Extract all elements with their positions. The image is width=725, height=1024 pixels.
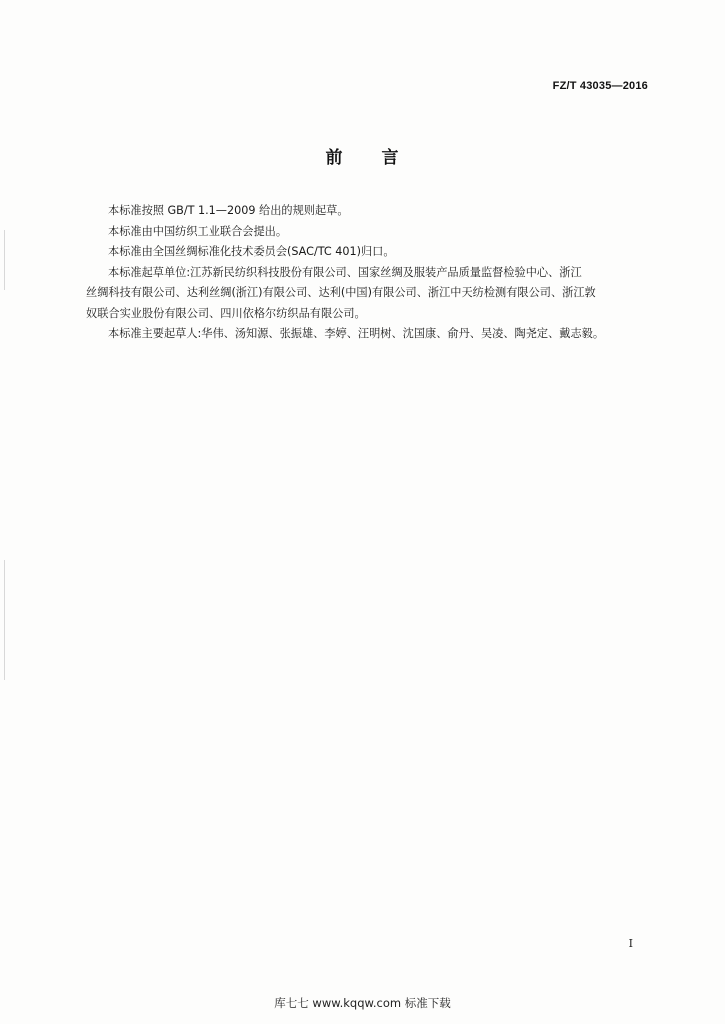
footer-watermark: 库七七 www.kqqw.com 标准下载 <box>274 996 451 1010</box>
page-title <box>0 143 725 168</box>
paragraph-line: 本标准按照 GB/T 1.1—2009 给出的规则起草。 <box>108 204 349 217</box>
standard-code: FZ/T 43035—2016 <box>552 80 648 92</box>
page-number: I <box>628 937 633 950</box>
paragraph-line: 本标准由全国丝绸标准化技术委员会(SAC/TC 401)归口。 <box>108 245 395 258</box>
paragraph-line: 丝绸科技有限公司、达利丝绸(浙江)有限公司、达利(中国)有限公司、浙江中天纺检测有限公司、浙江敦 <box>86 286 596 299</box>
paragraph-drafters <box>86 324 652 345</box>
foreword-body <box>86 201 652 345</box>
paragraph-drafting-units <box>86 263 652 325</box>
paragraph-line: 奴联合实业股份有限公司、四川依格尔纺织品有限公司。 <box>86 306 366 320</box>
paragraph-line: 本标准起草单位:江苏新民纺织科技股份有限公司、国家丝绸及服装产品质量监督检验中心、浙江 <box>108 265 582 279</box>
paragraph-line: 本标准主要起草人:华伟、汤知源、张振雄、李婷、汪明树、沈国康、俞丹、吴凌、陶尧定、戴志毅。 <box>108 327 605 340</box>
scan-edge-mark <box>4 230 5 290</box>
paragraph-committee <box>86 242 652 263</box>
title-char-2: 言 <box>381 148 400 168</box>
scan-edge-mark <box>4 560 5 680</box>
paragraph-line: 本标准由中国纺织工业联合会提出。 <box>108 224 288 238</box>
paragraph-proposer <box>86 222 652 243</box>
paragraph-drafting-rules <box>86 201 652 222</box>
title-char-1: 前 <box>325 148 344 168</box>
